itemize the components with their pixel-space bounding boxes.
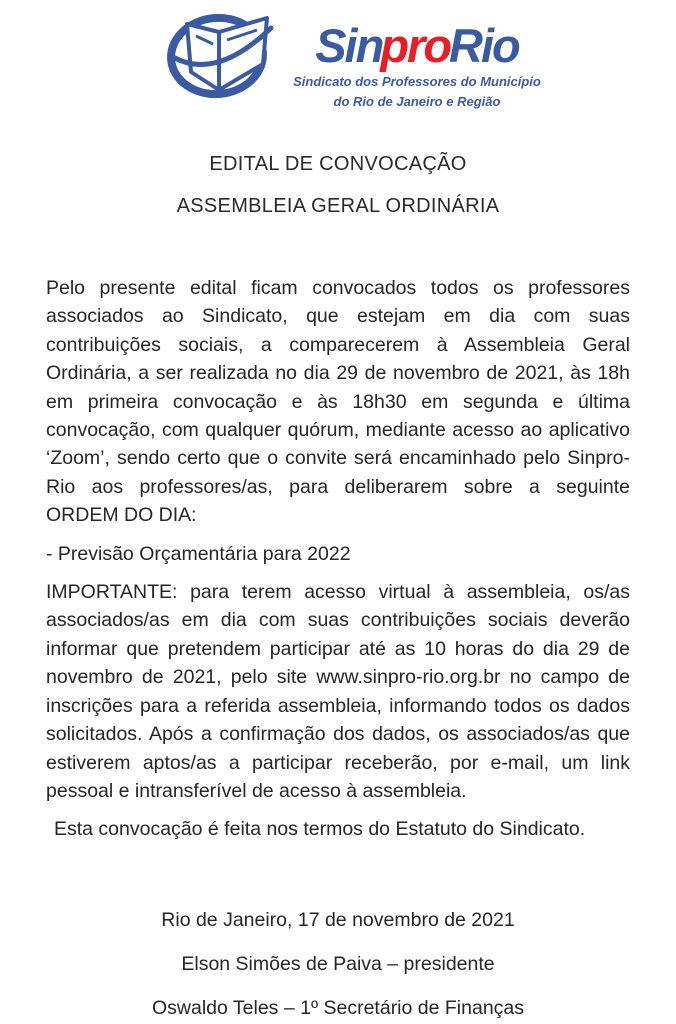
document-body [0, 274, 676, 844]
logo-tagline-line2: do Rio de Janeiro e Região [333, 93, 501, 109]
logo-text-block [293, 6, 541, 111]
assembly-title: ASSEMBLEIA GERAL ORDINÁRIA [176, 195, 500, 217]
logo-tagline [293, 72, 541, 111]
wordmark-sin: Sin [315, 19, 383, 72]
secretary-signature: Oswaldo Teles – 1º Secretário de Finanças [151, 996, 525, 1019]
document-titles [0, 153, 676, 218]
body-paragraph-convocation: Pelo presente edital ficam convocados todos os professores associados ao Sindicato, que estejam em dia com suas contribuições sociais, a comparecerem à Assembleia Geral Ordinária, a ser realizada no dia 29 de novembro de 2021, às 18h em primeira convocação e às 18h30 em segunda e última convocação, com qualquer quórum, mediante acesso ao aplicativo ‘Zoom’, sendo certo que o convite será encaminhado pelo Sinpro-Rio aos professores/as, para deliberarem sobre a seguinte ORDEM DO DIA: [46, 277, 630, 527]
document-footer [0, 906, 676, 1022]
statute-line: Esta convocação é feita nos termos do Estatuto do Sindicato. [54, 818, 586, 841]
body-paragraph-important: IMPORTANTE: para terem acesso virtual à assembleia, os/as associados/as em dia com suas contribuições sociais deverão informar que pretendem participar até as 10 horas do dia 29 de novembro de 2021, pelo site www.sinpro-rio.org.br no campo de inscrições para a referida assembleia, informando todos os dados solicitados. Após a confirmação dos dados, os associados/as que estiverem aptos/as a participar receberão, por e-mail, um link pessoal e intransferível de acesso à assembleia. [46, 581, 630, 802]
date-line: Rio de Janeiro, 17 de novembro de 2021 [161, 908, 515, 931]
logo-tagline-line1: Sindicato dos Professores do Município [293, 74, 541, 89]
edital-title: EDITAL DE CONVOCAÇÃO [209, 153, 467, 175]
open-book-logo-icon [163, 6, 291, 104]
sinpro-rio-wordmark [315, 6, 519, 72]
sinpro-rio-logo [0, 0, 676, 111]
president-signature: Elson Simões de Paiva – presidente [181, 952, 495, 975]
wordmark-rio: Rio [449, 19, 519, 72]
wordmark-pro: pro [380, 19, 451, 72]
order-of-day-item: - Previsão Orçamentária para 2022 [46, 542, 351, 565]
